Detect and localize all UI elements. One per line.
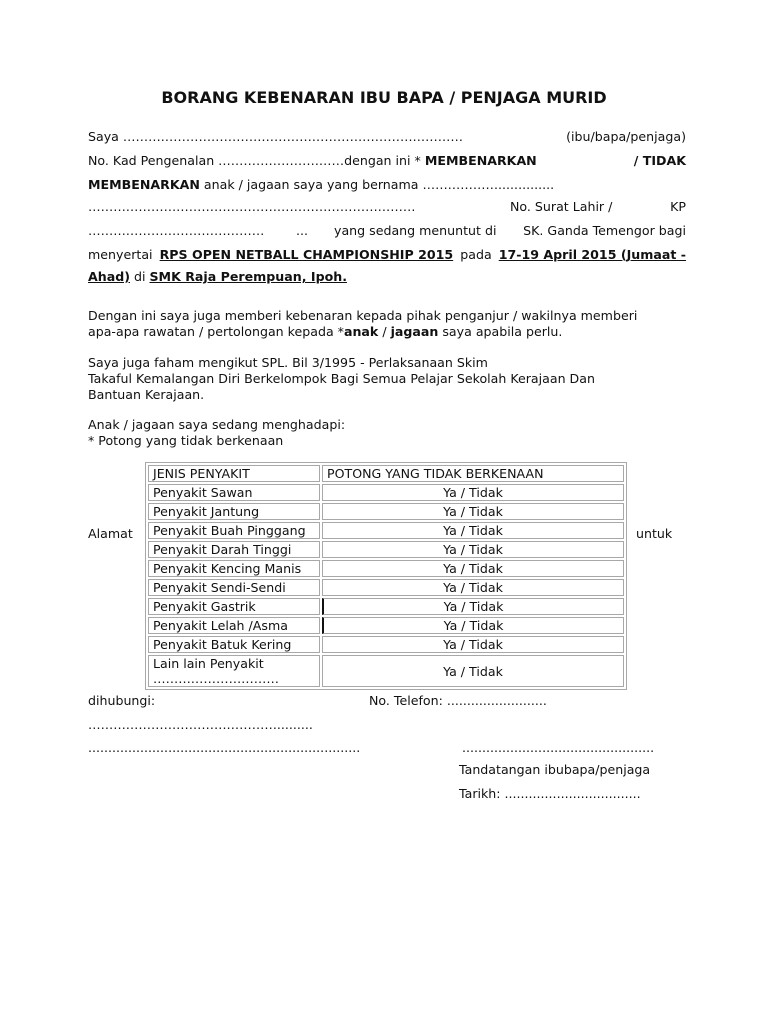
insurance-line-1: Saya juga faham mengikut SPL. Bil 3/1995 - Perlaksanaan Skim bbox=[88, 355, 488, 370]
event-date: 17-19 April 2015 (Jumaat - bbox=[498, 247, 686, 262]
table-row: Penyakit Gastrik Ya / Tidak bbox=[148, 598, 624, 615]
insurance-paragraph bbox=[88, 355, 648, 403]
event-name: RPS OPEN NETBALL CHAMPIONSHIP 2015 bbox=[159, 247, 454, 262]
signature-line: ................................................ bbox=[462, 740, 655, 755]
line-venue bbox=[88, 266, 686, 288]
strike-instruction: * Potong yang tidak berkenaan bbox=[88, 433, 284, 448]
line-ic bbox=[88, 150, 686, 172]
membenarkan-label-2: MEMBENARKAN bbox=[88, 177, 200, 192]
page-title: BORANG KEBENARAN IBU BAPA / PENJAGA MURID bbox=[161, 88, 607, 107]
other-illness-field[interactable]: ………………………… bbox=[153, 671, 279, 686]
venue-name: SMK Raja Perempuan, Ipoh. bbox=[149, 269, 347, 284]
answer-cell[interactable]: Ya / Tidak bbox=[322, 617, 624, 634]
studying-label: yang sedang menuntut di bbox=[334, 223, 497, 238]
birth-cert-label: No. Surat Lahir / bbox=[510, 199, 613, 214]
table-row: Penyakit Kencing Manis Ya / Tidak bbox=[148, 560, 624, 577]
header-illness: JENIS PENYAKIT bbox=[148, 465, 320, 482]
school-name: SK. Ganda Temengor bagi bbox=[523, 223, 686, 238]
alamat-label: Alamat bbox=[88, 526, 133, 541]
membenarkan-label: MEMBENARKAN bbox=[424, 153, 537, 168]
ic-field: No. Kad Pengenalan …………………………dengan ini * bbox=[88, 153, 425, 168]
ellipsis: ... bbox=[296, 223, 309, 238]
menyertai-label: menyertai bbox=[88, 247, 153, 262]
line-school bbox=[88, 220, 686, 242]
address-dots-1: ………………………………………......... bbox=[88, 717, 313, 732]
phone-field: No. Telefon: ......................... bbox=[369, 693, 547, 708]
answer-cell[interactable]: Ya / Tidak bbox=[322, 636, 624, 653]
line-name bbox=[88, 126, 686, 148]
insurance-line-2: Takaful Kemalangan Diri Berkelompok Bagi Semua Pelajar Sekolah Kerajaan Dan bbox=[88, 371, 595, 386]
answer-cell[interactable]: Ya / Tidak bbox=[322, 522, 624, 539]
role-label: (ibu/bapa/penjaga) bbox=[566, 129, 686, 144]
condition-line-1: Anak / jagaan saya sedang menghadapi: bbox=[88, 417, 346, 432]
answer-cell[interactable]: Ya / Tidak bbox=[322, 598, 624, 615]
consent-line-1: Dengan ini saya juga memberi kebenaran kepada pihak penganjur / wakilnya memberi bbox=[88, 308, 638, 323]
table-row: Penyakit Batuk Kering Ya / Tidak bbox=[148, 636, 624, 653]
untuk-label: untuk bbox=[636, 526, 673, 541]
signature-label: Tandatangan ibubapa/penjaga bbox=[459, 762, 651, 777]
answer-cell[interactable]: Ya / Tidak bbox=[322, 541, 624, 558]
table-header-row bbox=[148, 465, 624, 482]
line-event bbox=[88, 244, 686, 266]
date-field: Tarikh: .................................. bbox=[459, 786, 641, 801]
kp-label: KP bbox=[670, 199, 686, 214]
table-row: Penyakit Buah Pinggang Ya / Tidak bbox=[148, 522, 624, 539]
answer-cell[interactable]: Ya / Tidak bbox=[322, 579, 624, 596]
name-field: Saya ……………………………………………………………………… bbox=[88, 129, 463, 144]
table-row: Penyakit Darah Tinggi Ya / Tidak bbox=[148, 541, 624, 558]
insurance-line-3: Bantuan Kerajaan. bbox=[88, 387, 205, 402]
event-date-end: Ahad) bbox=[88, 269, 130, 284]
header-strike: POTONG YANG TIDAK BERKENAAN bbox=[322, 465, 624, 482]
line-birth-cert bbox=[88, 196, 686, 218]
consent-paragraph bbox=[88, 308, 648, 340]
condition-paragraph bbox=[88, 417, 648, 449]
tidak-label: / TIDAK bbox=[633, 153, 686, 168]
di-label: di bbox=[129, 269, 150, 284]
answer-cell[interactable]: Ya / Tidak bbox=[322, 503, 624, 520]
child-name-field: anak / jagaan saya yang bernama ……………….............. bbox=[199, 177, 555, 192]
answer-cell[interactable]: Ya / Tidak bbox=[322, 655, 624, 687]
address-dots-2: .................................................................... bbox=[88, 740, 361, 755]
table-row: Penyakit Jantung Ya / Tidak bbox=[148, 503, 624, 520]
line-child-name bbox=[88, 174, 686, 196]
table-row: Penyakit Sawan Ya / Tidak bbox=[148, 484, 624, 501]
dots-field: …………………………………………………………………… bbox=[88, 199, 416, 214]
pada-label: pada bbox=[460, 247, 492, 262]
answer-cell[interactable]: Ya / Tidak bbox=[322, 560, 624, 577]
illness-table bbox=[145, 462, 627, 690]
other-illness-label: Lain lain Penyakit bbox=[153, 656, 264, 671]
table-row: Penyakit Sendi-Sendi Ya / Tidak bbox=[148, 579, 624, 596]
consent-line-2: apa-apa rawatan / pertolongan kepada *anak / jagaan saya apabila perlu. bbox=[88, 324, 563, 339]
answer-cell[interactable]: Ya / Tidak bbox=[322, 484, 624, 501]
table-row: Penyakit Lelah /Asma Ya / Tidak bbox=[148, 617, 624, 634]
birth-cert-field: …………………………………… bbox=[88, 223, 265, 238]
table-row-other bbox=[148, 655, 624, 687]
dihubungi-label: dihubungi: bbox=[88, 693, 156, 708]
